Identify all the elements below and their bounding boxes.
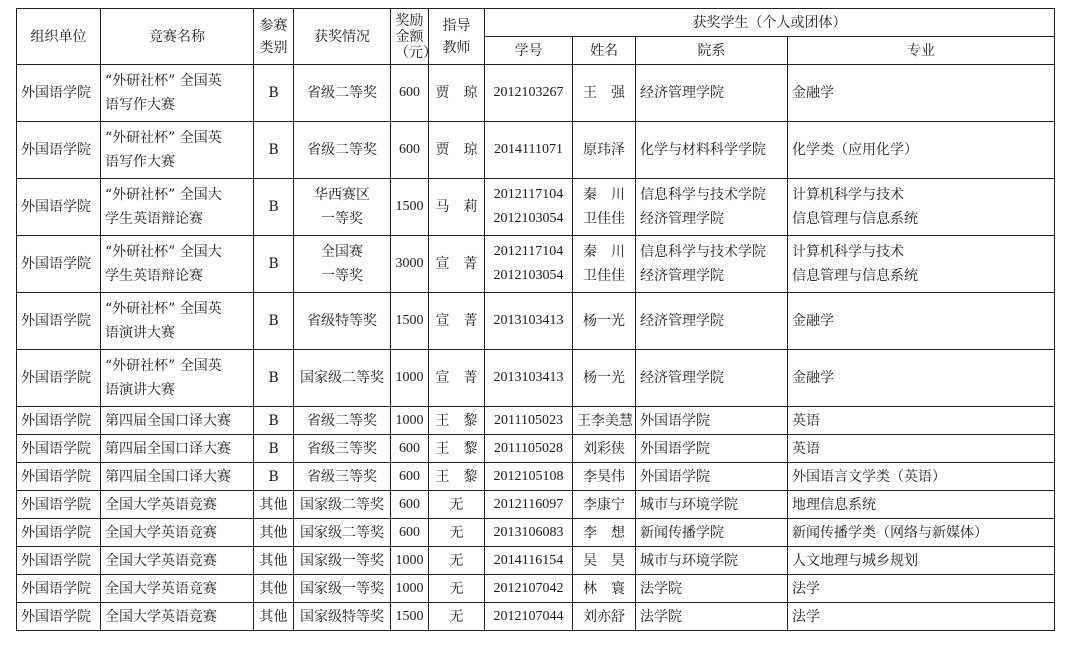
cell-award	[294, 350, 391, 407]
cell-award	[294, 463, 391, 491]
cell-org: 外国语学院	[17, 547, 101, 575]
cell-amount: 1000	[391, 575, 429, 603]
cell-department-line: 法学院	[640, 580, 682, 597]
cell-advisor: 王 黎	[429, 435, 485, 463]
cell-major-line: 金融学	[792, 313, 834, 329]
cell-competition	[101, 463, 254, 491]
cell-advisor: 无	[429, 519, 485, 547]
cell-name	[573, 575, 636, 603]
cell-competition	[101, 547, 254, 575]
cell-category: B	[254, 407, 294, 435]
cell-amount: 3000	[391, 236, 429, 293]
cell-amount: 1000	[391, 407, 429, 435]
cell-award	[294, 236, 391, 293]
cell-student-id	[485, 603, 573, 631]
cell-org: 外国语学院	[17, 179, 101, 236]
cell-major	[788, 519, 1055, 547]
table-row	[17, 407, 1055, 435]
cell-department-line: 化学与材料科学学院	[640, 142, 766, 158]
cell-competition	[101, 435, 254, 463]
cell-major-line: 金融学	[792, 85, 834, 101]
cell-department-line: 外国语学院	[640, 468, 710, 485]
cell-category: B	[254, 293, 294, 350]
cell-student-id	[485, 519, 573, 547]
cell-student-id-line: 2012103054	[493, 211, 564, 226]
header-amount-l2: 金额	[395, 28, 424, 45]
cell-major-line: 信息管理与信息系统	[792, 211, 918, 227]
cell-student-id	[485, 575, 573, 603]
cell-major-line: 计算机科学与技术	[792, 244, 904, 260]
header-student-id: 学号	[485, 37, 573, 65]
cell-department	[636, 603, 788, 631]
cell-org: 外国语学院	[17, 293, 101, 350]
cell-competition	[101, 350, 254, 407]
cell-category: 其他	[254, 547, 294, 575]
cell-name-line: 卫佳佳	[583, 211, 625, 227]
header-category	[254, 9, 294, 65]
cell-student-id-line: 2012103267	[493, 85, 564, 100]
cell-competition	[101, 519, 254, 547]
table-row	[17, 519, 1055, 547]
cell-department-line: 信息科学与技术学院	[640, 187, 766, 203]
header-students: 获奖学生（个人或团体）	[485, 9, 1055, 37]
cell-department-line: 经济管理学院	[640, 313, 724, 329]
header-advisor-l1: 指导	[442, 17, 471, 34]
cell-competition-line: “外研社杯” 全国英	[105, 130, 222, 146]
cell-competition	[101, 122, 254, 179]
cell-award-line: 国家级特等奖	[300, 608, 384, 625]
header-award: 获奖情况	[294, 9, 391, 65]
cell-department	[636, 407, 788, 435]
cell-award	[294, 293, 391, 350]
cell-competition-line: 语演讲大赛	[105, 325, 175, 341]
cell-department	[636, 519, 788, 547]
table-row	[17, 463, 1055, 491]
cell-major-line: 人文地理与城乡规划	[792, 552, 918, 569]
cell-student-id-line: 2012107042	[493, 580, 564, 596]
cell-advisor: 马 莉	[429, 179, 485, 236]
cell-competition	[101, 293, 254, 350]
cell-competition-line: 学生英语辩论赛	[105, 211, 203, 227]
table-row	[17, 491, 1055, 519]
cell-award	[294, 547, 391, 575]
cell-award-line: 省级三等奖	[307, 468, 377, 485]
cell-name	[573, 179, 636, 236]
cell-department	[636, 236, 788, 293]
cell-award	[294, 65, 391, 122]
cell-org: 外国语学院	[17, 407, 101, 435]
cell-amount: 1000	[391, 350, 429, 407]
cell-name	[573, 547, 636, 575]
cell-amount: 1500	[391, 603, 429, 631]
cell-student-id	[485, 293, 573, 350]
cell-amount: 600	[391, 65, 429, 122]
cell-major	[788, 293, 1055, 350]
cell-org: 外国语学院	[17, 350, 101, 407]
cell-name-line: 李昊伟	[583, 468, 625, 485]
cell-competition	[101, 491, 254, 519]
cell-advisor: 无	[429, 491, 485, 519]
cell-department-line: 外国语学院	[640, 412, 710, 429]
cell-amount: 1500	[391, 179, 429, 236]
cell-name	[573, 463, 636, 491]
awards-table	[16, 8, 1055, 631]
cell-award-line: 国家级二等奖	[300, 496, 384, 513]
cell-competition-line: 全国大学英语竞赛	[105, 524, 217, 541]
cell-student-id	[485, 407, 573, 435]
cell-advisor: 贾 琼	[429, 65, 485, 122]
cell-name-line: 卫佳佳	[583, 268, 625, 284]
cell-major-line: 外国语言文学类（英语）	[792, 468, 946, 485]
cell-name-line: 杨一光	[583, 313, 625, 329]
cell-student-id-line: 2013106083	[493, 524, 564, 540]
cell-award	[294, 407, 391, 435]
cell-student-id-line: 2012105108	[493, 468, 564, 484]
table-body	[17, 65, 1055, 631]
header-department: 院系	[636, 37, 788, 65]
cell-advisor: 宣 菁	[429, 293, 485, 350]
table-row	[17, 122, 1055, 179]
cell-major	[788, 350, 1055, 407]
cell-competition-line: “外研社杯” 全国英	[105, 358, 222, 374]
cell-category: B	[254, 435, 294, 463]
cell-competition-line: 语演讲大赛	[105, 382, 175, 398]
cell-major	[788, 179, 1055, 236]
cell-competition-line: 第四届全国口译大赛	[105, 412, 231, 429]
cell-category: B	[254, 463, 294, 491]
table-row	[17, 547, 1055, 575]
cell-name	[573, 435, 636, 463]
header-category-l1: 参赛	[259, 17, 288, 34]
cell-name-line: 李 想	[583, 524, 625, 541]
cell-department-line: 城市与环境学院	[640, 552, 738, 569]
cell-student-id-line: 2012103054	[493, 268, 564, 283]
cell-department-line: 新闻传播学院	[640, 524, 724, 541]
cell-department-line: 外国语学院	[640, 440, 710, 457]
cell-competition-line: 全国大学英语竞赛	[105, 608, 217, 625]
cell-competition-line: 语写作大赛	[105, 154, 175, 170]
cell-category: B	[254, 236, 294, 293]
cell-competition	[101, 65, 254, 122]
cell-category: B	[254, 122, 294, 179]
cell-name-line: 林 寰	[583, 580, 625, 597]
cell-category: B	[254, 65, 294, 122]
cell-org: 外国语学院	[17, 122, 101, 179]
cell-competition	[101, 236, 254, 293]
cell-major	[788, 236, 1055, 293]
header-name: 姓名	[573, 37, 636, 65]
cell-award-line: 国家级一等奖	[300, 580, 384, 597]
cell-major	[788, 122, 1055, 179]
cell-name	[573, 519, 636, 547]
cell-name-line: 杨一光	[583, 370, 625, 386]
cell-major-line: 化学类（应用化学）	[792, 142, 918, 158]
table-row	[17, 603, 1055, 631]
cell-amount: 600	[391, 122, 429, 179]
cell-student-id-line: 2012107044	[493, 608, 564, 624]
header-amount-l1: 奖励	[395, 12, 424, 29]
cell-major-line: 计算机科学与技术	[792, 187, 904, 203]
cell-award-line: 一等奖	[321, 268, 363, 284]
cell-advisor: 无	[429, 547, 485, 575]
cell-award	[294, 122, 391, 179]
cell-advisor: 王 黎	[429, 407, 485, 435]
cell-competition-line: 第四届全国口译大赛	[105, 468, 231, 485]
cell-competition-line: “外研社杯” 全国英	[105, 73, 222, 89]
cell-amount: 600	[391, 435, 429, 463]
cell-department-line: 法学院	[640, 608, 682, 625]
cell-award-line: 全国赛	[321, 244, 363, 260]
cell-advisor: 王 黎	[429, 463, 485, 491]
cell-name-line: 刘彩侠	[583, 440, 625, 457]
cell-department	[636, 435, 788, 463]
cell-department	[636, 179, 788, 236]
cell-competition-line: “外研社杯” 全国大	[105, 187, 222, 203]
cell-department	[636, 491, 788, 519]
table-row	[17, 65, 1055, 122]
cell-name	[573, 350, 636, 407]
cell-award-line: 省级二等奖	[307, 85, 377, 101]
cell-student-id	[485, 463, 573, 491]
cell-department-line: 经济管理学院	[640, 85, 724, 101]
cell-advisor: 无	[429, 603, 485, 631]
cell-amount: 1000	[391, 547, 429, 575]
cell-category: 其他	[254, 491, 294, 519]
cell-org: 外国语学院	[17, 575, 101, 603]
cell-award-line: 国家级二等奖	[300, 370, 384, 386]
cell-student-id	[485, 435, 573, 463]
cell-amount: 600	[391, 519, 429, 547]
cell-award-line: 国家级一等奖	[300, 552, 384, 569]
cell-student-id-line: 2014111071	[494, 142, 563, 157]
table-row	[17, 435, 1055, 463]
cell-competition	[101, 407, 254, 435]
cell-department	[636, 575, 788, 603]
cell-name	[573, 236, 636, 293]
table-header	[17, 9, 1055, 65]
cell-category: B	[254, 179, 294, 236]
table-row	[17, 575, 1055, 603]
cell-amount: 1500	[391, 293, 429, 350]
cell-category: B	[254, 350, 294, 407]
cell-award	[294, 435, 391, 463]
cell-major	[788, 65, 1055, 122]
cell-department-line: 经济管理学院	[640, 211, 724, 227]
cell-award-line: 华西赛区	[314, 187, 370, 203]
cell-category: 其他	[254, 575, 294, 603]
cell-department	[636, 122, 788, 179]
cell-advisor: 无	[429, 575, 485, 603]
cell-advisor: 宣 菁	[429, 236, 485, 293]
cell-department-line: 城市与环境学院	[640, 496, 738, 513]
cell-major	[788, 463, 1055, 491]
cell-amount: 600	[391, 491, 429, 519]
cell-competition	[101, 575, 254, 603]
cell-student-id	[485, 547, 573, 575]
cell-name-line: 原玮泽	[583, 142, 625, 158]
header-major: 专业	[788, 37, 1055, 65]
cell-department	[636, 293, 788, 350]
cell-major	[788, 435, 1055, 463]
cell-department-line: 信息科学与技术学院	[640, 244, 766, 260]
cell-name-line: 王 强	[583, 85, 625, 101]
cell-student-id	[485, 179, 573, 236]
cell-award	[294, 491, 391, 519]
cell-competition-line: “外研社杯” 全国英	[105, 301, 222, 317]
cell-student-id-line: 2013103413	[493, 370, 564, 385]
cell-department	[636, 65, 788, 122]
cell-competition	[101, 179, 254, 236]
header-org: 组织单位	[17, 9, 101, 65]
cell-name	[573, 65, 636, 122]
header-advisor-l2: 教师	[442, 39, 471, 56]
cell-student-id	[485, 122, 573, 179]
cell-org: 外国语学院	[17, 463, 101, 491]
cell-student-id-line: 2011105028	[494, 440, 563, 456]
cell-award	[294, 519, 391, 547]
cell-name-line: 李康宁	[583, 496, 625, 513]
cell-major-line: 地理信息系统	[792, 496, 876, 513]
cell-org: 外国语学院	[17, 603, 101, 631]
cell-name	[573, 407, 636, 435]
cell-award-line: 省级二等奖	[307, 142, 377, 158]
header-competition: 竞赛名称	[101, 9, 254, 65]
header-category-l2: 类别	[259, 39, 288, 56]
cell-org: 外国语学院	[17, 519, 101, 547]
cell-student-id-line: 2011105023	[494, 412, 563, 428]
header-amount-l3: （元）	[395, 44, 437, 61]
cell-student-id	[485, 65, 573, 122]
cell-student-id	[485, 236, 573, 293]
cell-name	[573, 491, 636, 519]
cell-department	[636, 350, 788, 407]
table-row	[17, 236, 1055, 293]
cell-advisor: 贾 琼	[429, 122, 485, 179]
cell-student-id-line: 2012117104	[493, 244, 564, 259]
cell-award-line: 省级二等奖	[307, 412, 377, 429]
cell-major	[788, 575, 1055, 603]
cell-department-line: 经济管理学院	[640, 268, 724, 284]
table-row	[17, 293, 1055, 350]
cell-name-line: 刘亦舒	[583, 608, 625, 625]
cell-org: 外国语学院	[17, 236, 101, 293]
cell-org: 外国语学院	[17, 435, 101, 463]
cell-student-id-line: 2012117104	[493, 187, 564, 202]
cell-category: 其他	[254, 519, 294, 547]
cell-department-line: 经济管理学院	[640, 370, 724, 386]
cell-student-id	[485, 491, 573, 519]
cell-award	[294, 179, 391, 236]
cell-category: 其他	[254, 603, 294, 631]
cell-major-line: 法学	[792, 608, 820, 625]
cell-name	[573, 293, 636, 350]
table-row	[17, 350, 1055, 407]
cell-org: 外国语学院	[17, 65, 101, 122]
cell-award	[294, 575, 391, 603]
cell-name-line: 秦 川	[583, 187, 625, 203]
cell-major-line: 金融学	[792, 370, 834, 386]
cell-competition	[101, 603, 254, 631]
cell-major-line: 英语	[792, 440, 820, 457]
cell-major	[788, 603, 1055, 631]
cell-competition-line: “外研社杯” 全国大	[105, 244, 222, 260]
cell-major	[788, 407, 1055, 435]
cell-name	[573, 122, 636, 179]
cell-award-line: 省级特等奖	[307, 313, 377, 329]
table-row	[17, 179, 1055, 236]
cell-department	[636, 547, 788, 575]
cell-major	[788, 491, 1055, 519]
cell-competition-line: 学生英语辩论赛	[105, 268, 203, 284]
cell-name	[573, 603, 636, 631]
cell-award	[294, 603, 391, 631]
cell-student-id-line: 2013103413	[493, 313, 564, 328]
cell-major-line: 新闻传播学类（网络与新媒体）	[792, 524, 988, 541]
header-amount	[391, 9, 437, 65]
cell-name-line: 吴 昊	[583, 552, 625, 569]
cell-name-line: 秦 川	[583, 244, 625, 260]
cell-student-id-line: 2012116097	[493, 496, 564, 512]
cell-student-id-line: 2014116154	[493, 552, 564, 568]
cell-competition-line: 第四届全国口译大赛	[105, 440, 231, 457]
cell-award-line: 一等奖	[321, 211, 363, 227]
cell-competition-line: 全国大学英语竞赛	[105, 580, 217, 597]
cell-advisor: 宣 菁	[429, 350, 485, 407]
cell-name-line: 王李美慧	[577, 412, 633, 429]
cell-major-line: 英语	[792, 412, 820, 429]
cell-major-line: 法学	[792, 580, 820, 597]
cell-competition-line: 语写作大赛	[105, 97, 175, 113]
cell-competition-line: 全国大学英语竞赛	[105, 552, 217, 569]
cell-amount: 600	[391, 463, 429, 491]
cell-major-line: 信息管理与信息系统	[792, 268, 918, 284]
cell-org: 外国语学院	[17, 491, 101, 519]
cell-award-line: 省级三等奖	[307, 440, 377, 457]
cell-award-line: 国家级二等奖	[300, 524, 384, 541]
cell-competition-line: 全国大学英语竞赛	[105, 496, 217, 513]
cell-department	[636, 463, 788, 491]
cell-student-id	[485, 350, 573, 407]
cell-major	[788, 547, 1055, 575]
